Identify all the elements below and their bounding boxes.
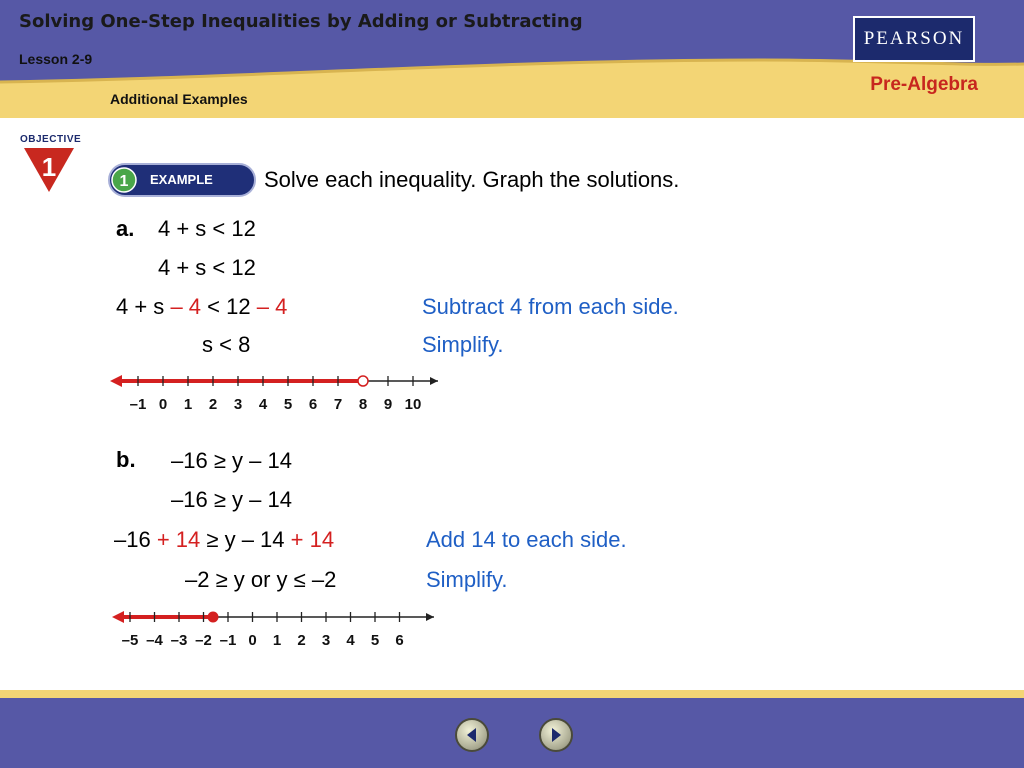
part-b-number-line [110,606,440,652]
chevron-right-icon [541,720,571,750]
part-b-line4: –2 ≥ y or y ≤ –2 [185,567,337,592]
part-a-line3 [116,294,287,320]
tick-label: 0 [158,396,168,413]
example-number: 1 [119,173,129,190]
lesson-number: Lesson 2-9 [19,51,93,67]
part-a-subtract-left: – 4 [170,294,202,319]
part-a-step1: Subtract 4 from each side. [422,294,679,319]
tick-label: 5 [370,632,380,649]
part-b-line3 [114,527,334,553]
part-a-open-circle [358,376,368,386]
tick-label: 6 [308,396,318,413]
next-button[interactable] [539,718,573,752]
tick-label: 2 [208,396,218,413]
tick-label: –5 [121,632,139,649]
part-b-step2: Simplify. [426,567,508,592]
slide-header [0,0,1024,118]
part-a-number-line [108,368,448,418]
tick-label: 3 [321,632,331,649]
part-a-line1: 4 + s < 12 [158,216,256,241]
part-a-label: a. [116,216,135,241]
tick-label: 7 [333,396,343,413]
tick-label: –2 [195,632,212,649]
course-title: Pre-Algebra [870,74,978,95]
part-a-line3-left: 4 + s [116,294,165,319]
tick-label: –1 [129,396,147,413]
objective-number: 1 [41,152,57,182]
tick-label: 3 [233,396,243,413]
tick-label: –3 [170,632,188,649]
part-b-step1: Add 14 to each side. [426,527,627,552]
slide-title: Solving One-Step Inequalities by Adding or Subtracting [19,11,583,32]
part-b-line3-mid: ≥ y – 14 [206,527,285,552]
tick-label: 6 [395,632,404,649]
example-label: EXAMPLE [150,172,213,187]
part-a-line2: 4 + s < 12 [158,255,256,280]
tick-label: 5 [283,396,293,413]
part-a-line4: s < 8 [202,332,251,357]
part-b-line2: –16 ≥ y – 14 [171,487,292,512]
chevron-left-icon [457,720,487,750]
tick-label: 4 [258,396,268,413]
tick-label: 1 [272,632,282,649]
previous-button[interactable] [455,718,489,752]
tick-label: 1 [183,396,193,413]
tick-label: 0 [248,632,257,649]
tick-label: –4 [146,632,163,649]
part-b-add-right: + 14 [290,527,335,552]
tick-label: 10 [404,396,422,413]
part-b-line1: –16 ≥ y – 14 [171,448,292,473]
tick-label: –1 [219,632,237,649]
objective-badge [20,134,90,194]
tick-label: 2 [297,632,306,649]
part-a-subtract-right: – 4 [256,294,288,319]
objective-triangle-icon [20,134,90,194]
tick-label: 8 [358,396,368,413]
part-b-line3-left: –16 [114,527,151,552]
section-label: Additional Examples [110,91,248,107]
part-a-line3-mid: < 12 [207,294,251,319]
example-instruction: Solve each inequality. Graph the solutions. [264,167,680,192]
tick-label: 4 [346,632,355,649]
tick-label: 9 [383,396,393,413]
objective-label: OBJECTIVE [20,134,82,145]
pearson-logo: PEARSON [853,16,975,62]
part-b-closed-circle [208,612,219,623]
part-a-step2: Simplify. [422,332,504,357]
part-b-label: b. [116,447,136,472]
slide-footer [0,690,1024,768]
part-b-add-left: + 14 [156,527,201,552]
